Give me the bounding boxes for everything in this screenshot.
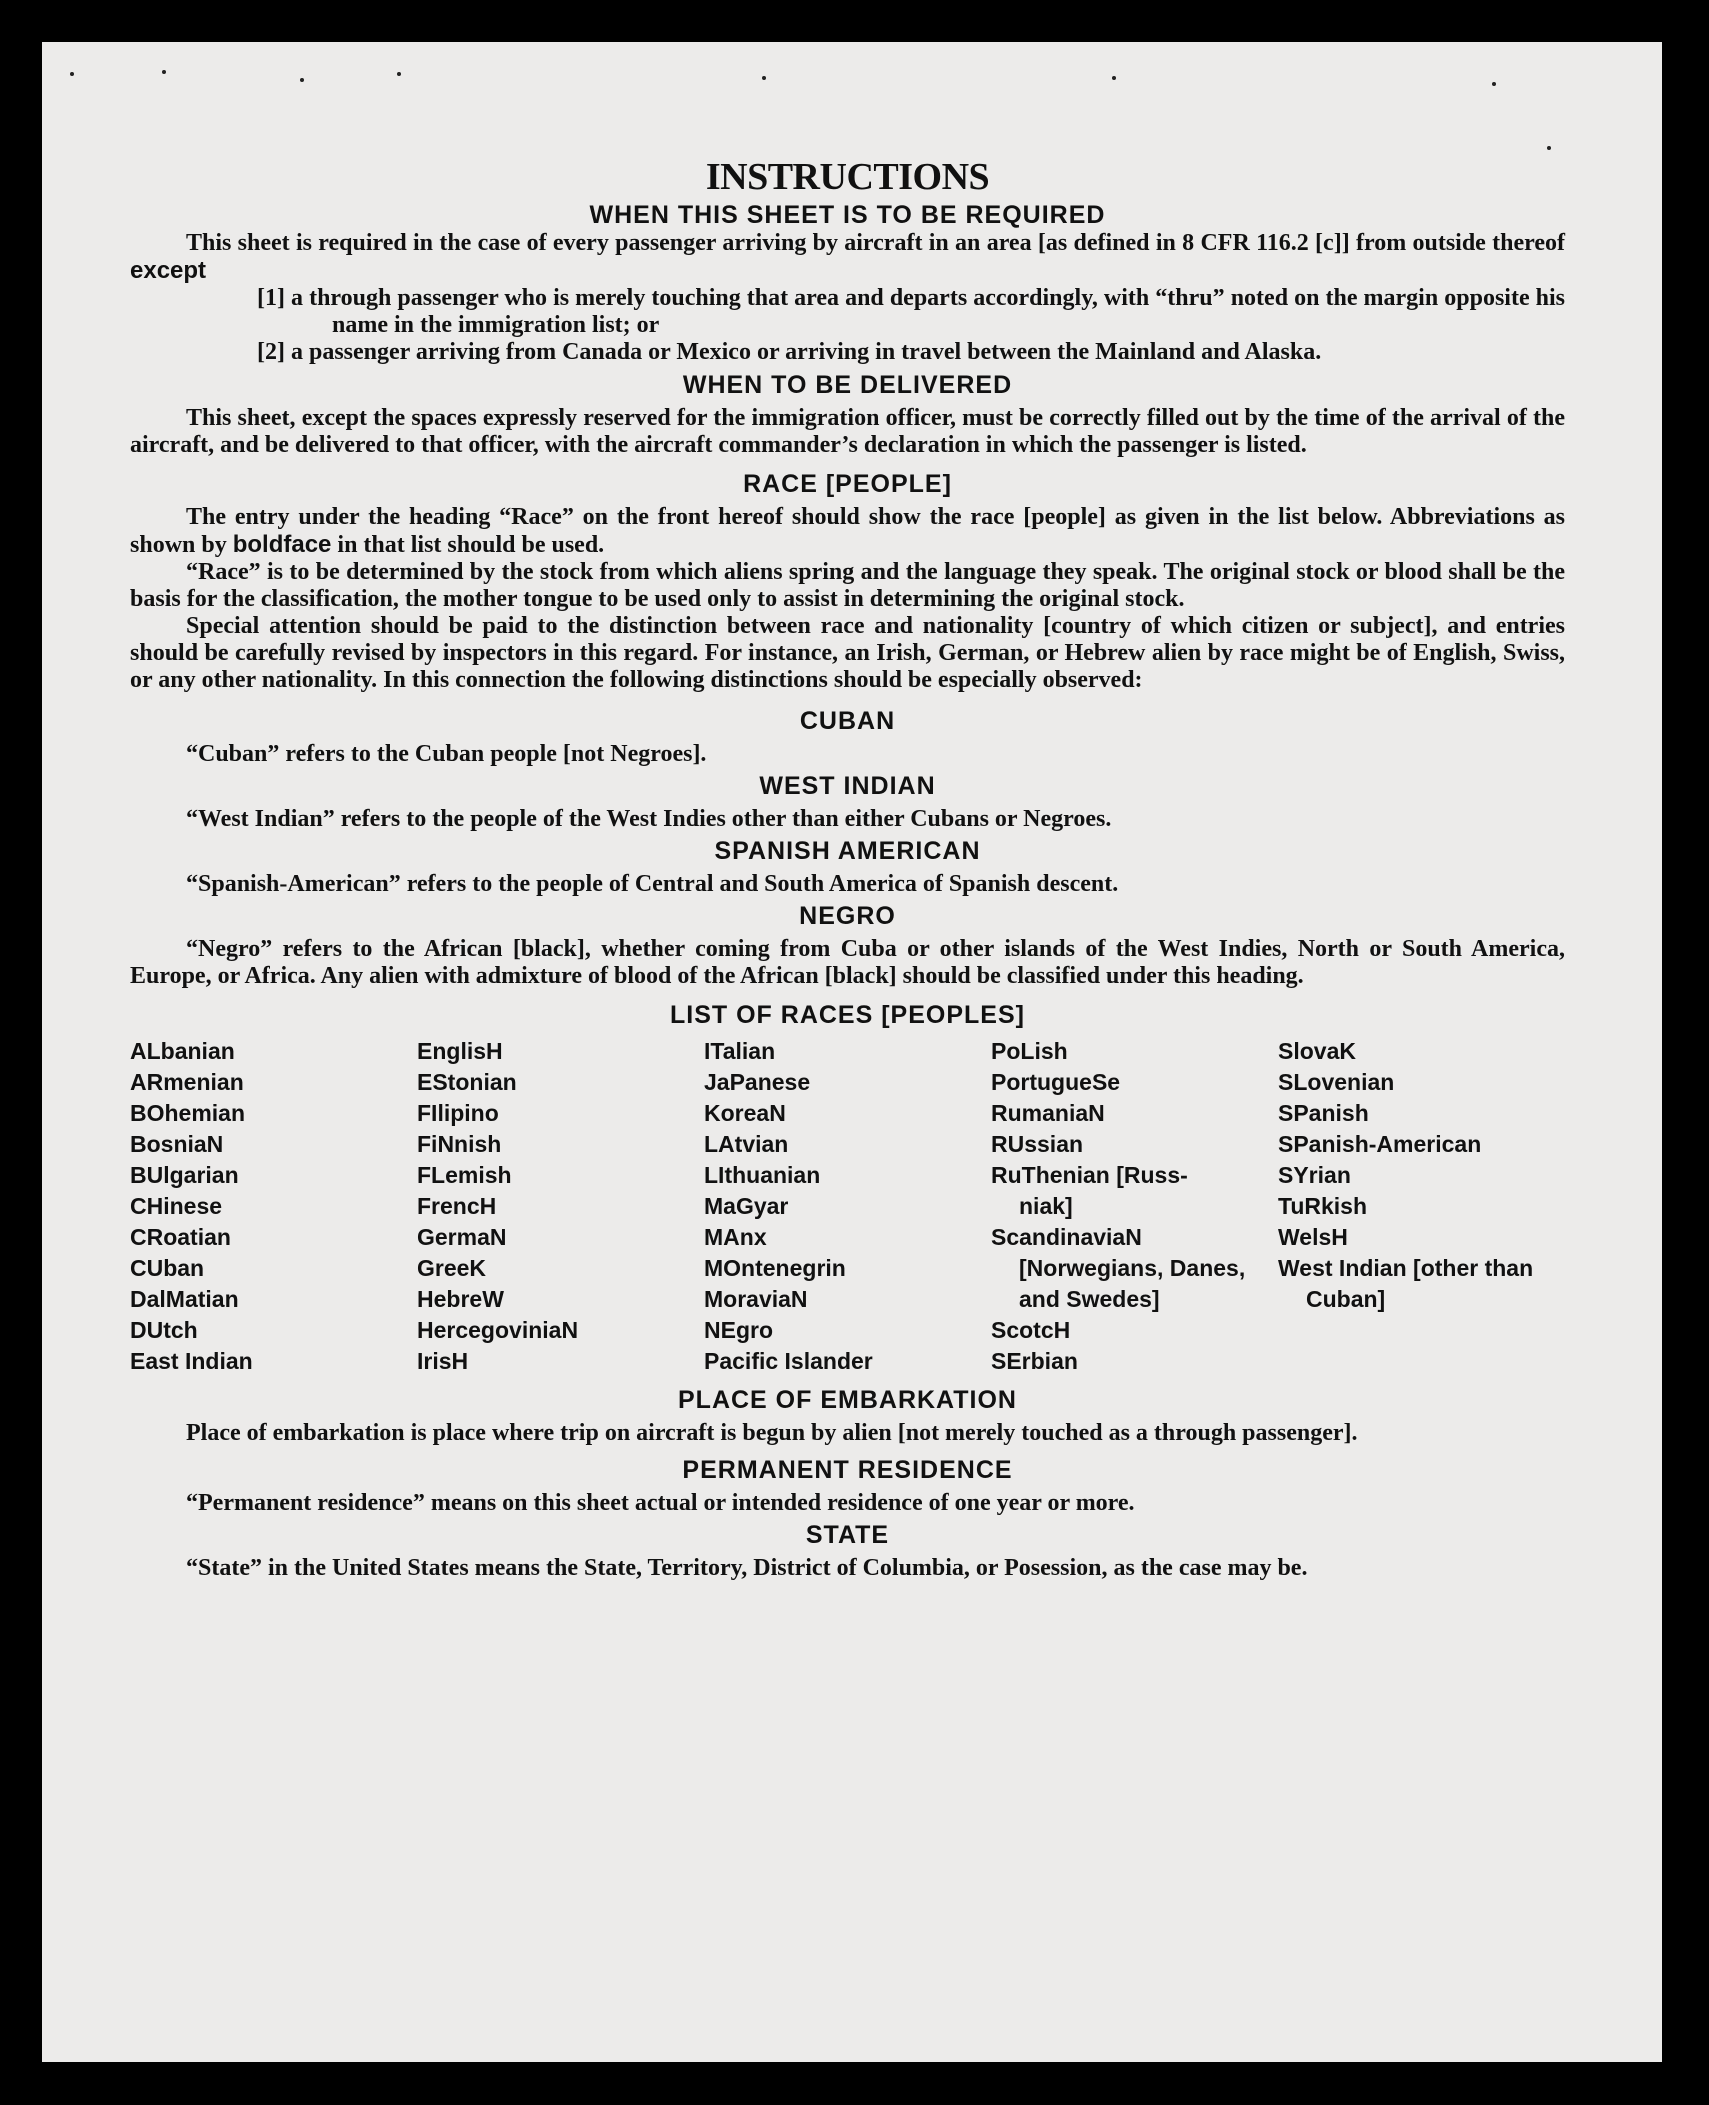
races-column-5 (1278, 1036, 1565, 1377)
race-item: FIlipino (417, 1100, 499, 1126)
section-heading-west-indian: WEST INDIAN (759, 772, 936, 800)
section-heading-when-required: WHEN THIS SHEET IS TO BE REQUIRED (589, 201, 1106, 229)
scan-speck (162, 70, 166, 74)
section-heading-cuban: CUBAN (799, 707, 896, 735)
scan-speck (300, 78, 304, 82)
race-item: MAnx (704, 1224, 767, 1250)
race-item: ScotcH (991, 1317, 1071, 1343)
race-item: SErbian (991, 1348, 1078, 1374)
section-heading-state: STATE (805, 1521, 890, 1549)
cuban-text: “Cuban” refers to the Cuban people [not Negroes]. (186, 741, 707, 767)
race-item: EStonian (417, 1069, 517, 1095)
race-item: ScandinaviaN [Norwegians, Danes, and Swedes] (991, 1224, 1246, 1312)
embarkation-text: Place of embarkation is place where trip on aircraft is begun by alien [not merely touched as a through passenger]. (186, 1420, 1358, 1446)
residence-text: “Permanent residence” means on this sheet actual or intended residence of one year or more. (186, 1490, 1135, 1516)
race-item: LIthuanian (704, 1162, 821, 1188)
race-item: SlovaK (1278, 1038, 1356, 1064)
race-item: DUtch (130, 1317, 198, 1343)
race-item: PoLish (991, 1038, 1068, 1064)
section-heading-permanent-residence: PERMANENT RESIDENCE (682, 1456, 1013, 1484)
document-page (42, 42, 1662, 2062)
race-item: CUban (130, 1255, 205, 1281)
scan-speck (1112, 76, 1116, 80)
race-item: MaGyar (704, 1193, 789, 1219)
races-column-1 (130, 1036, 417, 1377)
race-item: West Indian [other than Cuban] (1278, 1255, 1534, 1312)
race-item: FLemish (417, 1162, 512, 1188)
race-paragraph-3: Special attention should be paid to the distinction between race and nationality [country of which citizen or subject], and entries should be carefully revised by inspectors in this regard. For instance, an Irish, German, or Hebrew alien by race might be of English, Swiss, or any other nationality. In this connection the following distinctions should be especially observed: (130, 613, 1565, 693)
scan-speck (70, 72, 74, 76)
race-item: TuRkish (1278, 1193, 1368, 1219)
race-item: GreeK (417, 1255, 487, 1281)
section-heading-spanish-american: SPANISH AMERICAN (714, 837, 981, 865)
race-item: RUssian (991, 1131, 1084, 1157)
negro-text: “Negro” refers to the African [black], whether coming from Cuba or other islands of the West Indies, North or South America, Europe, or Africa. Any alien with admixture of blood of the African [black] should be classified under this heading. (130, 936, 1565, 989)
race-item: EnglisH (417, 1038, 503, 1064)
race-item: JaPanese (704, 1069, 811, 1095)
race-item: ITalian (704, 1038, 776, 1064)
race-item: LAtvian (704, 1131, 789, 1157)
race-item: SLovenian (1278, 1069, 1395, 1095)
races-list (130, 1036, 1565, 1377)
race-item: ALbanian (130, 1038, 235, 1064)
instructions-content (130, 154, 1565, 1582)
scan-speck (397, 72, 401, 76)
race-item: KoreaN (704, 1100, 786, 1126)
race-item: SPanish (1278, 1100, 1369, 1126)
race-item: PortugueSe (991, 1069, 1121, 1095)
spanish-american-text: “Spanish-American” refers to the people of Central and South America of Spanish descent. (186, 871, 1119, 897)
race-item: SYrian (1278, 1162, 1351, 1188)
race-item: RumaniaN (991, 1100, 1105, 1126)
race-item: HebreW (417, 1286, 504, 1312)
race-paragraph-2: “Race” is to be determined by the stock from which aliens spring and the language they speak. The original stock or blood shall be the basis for the classification, the mother tongue to be used only to assist in determining the original stock. (130, 559, 1565, 612)
state-text: “State” in the United States means the State, Territory, District of Columbia, or Posession, as the case may be. (186, 1555, 1308, 1581)
race-item: HercegoviniaN (417, 1317, 579, 1343)
section-heading-embarkation: PLACE OF EMBARKATION (678, 1386, 1017, 1414)
section-heading-list-of-races: LIST OF RACES [PEOPLES] (670, 1001, 1025, 1029)
race-item: MOntenegrin (704, 1255, 846, 1281)
race-item: Pacific Islander (704, 1348, 873, 1374)
race-item: RuThenian [Russ-niak] (991, 1162, 1188, 1219)
race-item: East Indian (130, 1348, 253, 1374)
race-item: SPanish-American (1278, 1131, 1482, 1157)
race-item: MoraviaN (704, 1286, 808, 1312)
section-heading-when-delivered: WHEN TO BE DELIVERED (682, 371, 1013, 399)
west-indian-text: “West Indian” refers to the people of the West Indies other than either Cubans or Negroes. (186, 806, 1112, 832)
race-item: DalMatian (130, 1286, 239, 1312)
section-heading-negro: NEGRO (799, 902, 896, 930)
race-item: ARmenian (130, 1069, 244, 1095)
race-item: FiNnish (417, 1131, 502, 1157)
race-item: WelsH (1278, 1224, 1348, 1250)
page-title: INSTRUCTIONS (705, 156, 990, 198)
race-item: CRoatian (130, 1224, 231, 1250)
race-item: FrencH (417, 1193, 497, 1219)
section-heading-race: RACE [PEOPLE] (743, 470, 952, 498)
race-item: NEgro (704, 1317, 773, 1343)
race-item: BosniaN (130, 1131, 224, 1157)
scan-speck (1547, 146, 1551, 150)
race-item: IrisH (417, 1348, 469, 1374)
races-column-2 (417, 1036, 704, 1377)
scan-speck (1492, 82, 1496, 86)
exception-item-2: [2] a passenger arriving from Canada or Mexico or arriving in travel between the Mainland and Alaska. (257, 339, 1322, 365)
delivered-text: This sheet, except the spaces expressly reserved for the immigration officer, must be correctly filled out by the time of the arrival of the aircraft, and be delivered to that officer, with the aircraft commander’s declaration in which the passenger is listed. (130, 405, 1565, 458)
race-item: GermaN (417, 1224, 507, 1250)
races-column-4 (991, 1036, 1278, 1377)
scan-speck (762, 76, 766, 80)
race-item: CHinese (130, 1193, 223, 1219)
race-paragraph-1: The entry under the heading “Race” on the front hereof should show the race [people] as given in the list below. Abbreviations as shown by boldface in that list should be used. (130, 504, 1565, 558)
races-column-3 (704, 1036, 991, 1377)
exception-item-1: [1] a through passenger who is merely touching that area and departs accordingly, with “thru” noted on the margin opposite his name in the immigration list; or (257, 285, 1565, 338)
race-item: BOhemian (130, 1100, 246, 1126)
race-item: BUlgarian (130, 1162, 239, 1188)
required-intro: This sheet is required in the case of every passenger arriving by aircraft in an area [as defined in 8 CFR 116.2 [c]] from outside thereof except (130, 230, 1565, 284)
